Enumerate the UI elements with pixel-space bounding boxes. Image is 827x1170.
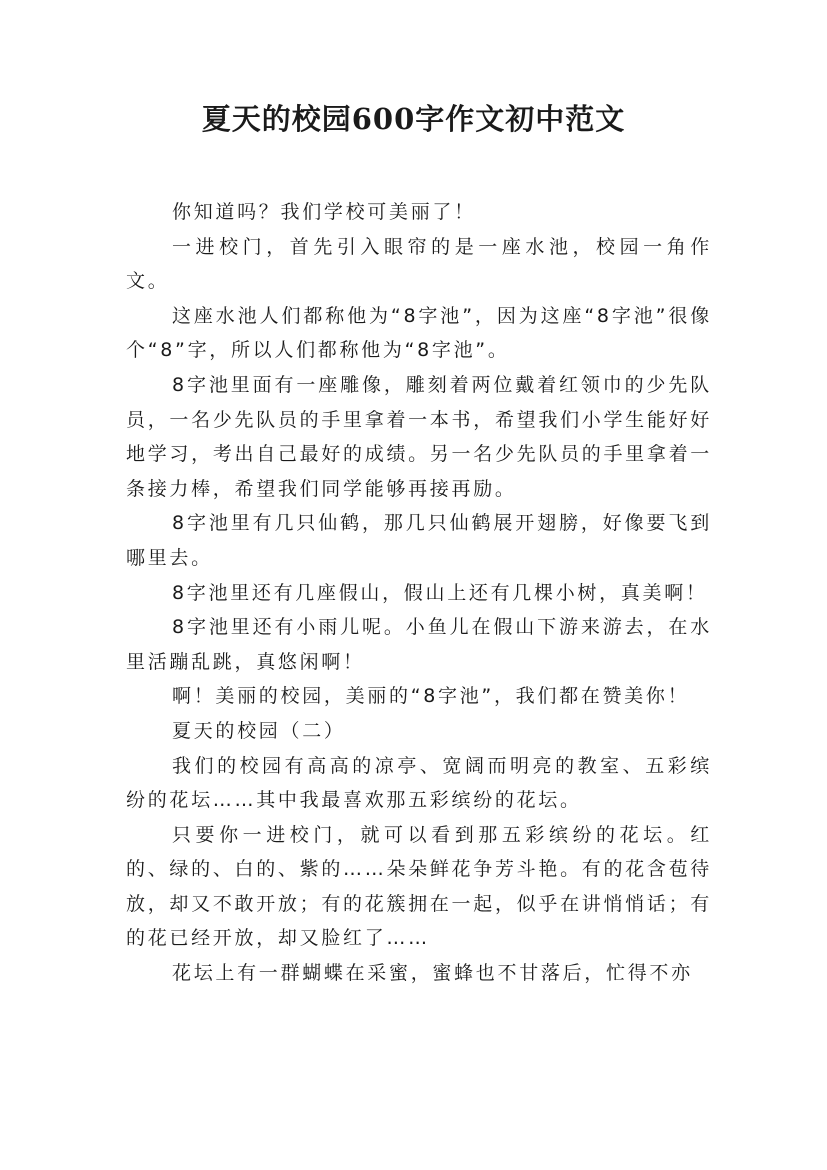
paragraph: 你知道吗？我们学校可美丽了！ [172,201,476,223]
paragraph: 一进校门，首先引入眼帘的是一座水池，校园一角作文。 [126,235,712,293]
document-body [126,195,712,991]
paragraph: 只要你一进校门，就可以看到那五彩缤纷的花坛。红的、绿的、白的、紫的……朵朵鲜花争芳斗艳。有的花含苞待放，却又不敢开放；有的花簇拥在一起，似乎在讲悄悄话；有的花已经开放，却又脸红了…… [126,823,712,950]
paragraph: 8字池里还有几座假山，假山上还有几棵小树，真美啊！ [172,581,708,604]
paragraph: 8字池里面有一座雕像，雕刻着两位戴着红领巾的少先队员，一名少先队员的手里拿着一本书，希望我们小学生能好好地学习，考出自己最好的成绩。另一名少先队员的手里拿着一条接力棒，希望我们同学能够再接再励。 [126,373,712,500]
paragraph: 花坛上有一群蝴蝶在采蜜，蜜蜂也不甘落后，忙得不亦 [172,962,693,985]
paragraph: 啊！美丽的校园，美丽的“8字池”，我们都在赞美你！ [172,685,690,708]
document-title: 夏天的校园600字作文初中范文 [201,102,626,136]
section-heading: 夏天的校园（二） [172,719,346,742]
paragraph: 我们的校园有高高的凉亭、宽阔而明亮的教室、五彩缤纷的花坛……其中我最喜欢那五彩缤纷的花坛。 [126,754,712,812]
paragraph: 这座水池人们都称他为“8字池”，因为这座“8字池”很像个“8”字，所以人们都称他为“8字池”。 [126,304,712,362]
paragraph: 8字池里有几只仙鹤，那几只仙鹤展开翅膀，好像要飞到哪里去。 [126,512,712,569]
paragraph: 8字池里还有小雨儿呢。小鱼儿在假山下游来游去，在水里活蹦乱跳，真悠闲啊！ [126,616,712,673]
